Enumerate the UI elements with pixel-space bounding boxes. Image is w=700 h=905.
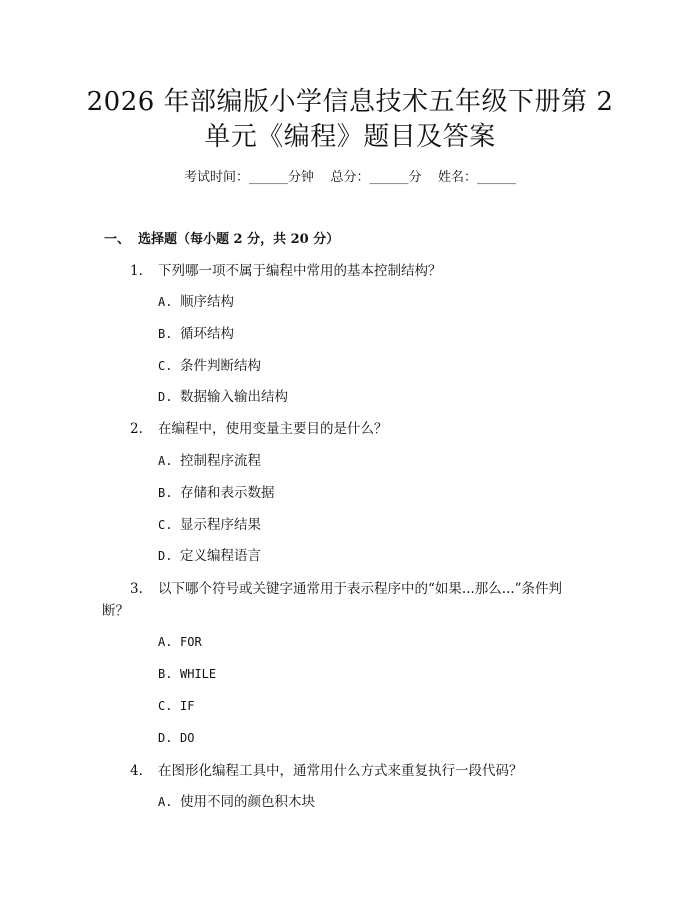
question-3 xyxy=(130,578,610,600)
option-1d xyxy=(158,387,288,407)
option-text: 条件判断结构 xyxy=(180,358,261,374)
document-title-line-1: 2026 年部编版小学信息技术五年级下册第 2 xyxy=(86,87,614,117)
option-label: B. xyxy=(158,667,173,681)
option-text: 存储和表示数据 xyxy=(180,485,275,501)
option-1c xyxy=(158,356,261,376)
option-label: A. xyxy=(158,295,173,309)
option-2b xyxy=(158,483,275,503)
option-text: 使用不同的颜色积木块 xyxy=(180,794,315,810)
option-3b xyxy=(158,664,216,684)
question-3-continuation xyxy=(102,600,610,622)
option-2c xyxy=(158,515,261,535)
option-text: 循环结构 xyxy=(180,326,234,342)
question-text: 在编程中，使用变量主要目的是什么？ xyxy=(158,421,388,437)
question-number: 2. xyxy=(130,421,143,437)
option-1a xyxy=(158,292,234,312)
question-text-line-2: 断？ xyxy=(102,603,129,619)
option-3d xyxy=(158,728,194,748)
option-text: 定义编程语言 xyxy=(180,548,261,564)
option-text: IF xyxy=(180,699,195,713)
question-2 xyxy=(130,418,610,440)
question-number: 3. xyxy=(130,581,143,597)
option-text: 控制程序流程 xyxy=(180,453,261,469)
option-2d xyxy=(158,546,261,566)
option-text: DO xyxy=(180,731,195,745)
option-label: B. xyxy=(158,486,173,500)
option-label: A. xyxy=(158,635,173,649)
option-text: 显示程序结果 xyxy=(180,517,261,533)
option-label: B. xyxy=(158,327,173,341)
section-title: 选择题（每小题 2 分，共 20 分） xyxy=(138,232,340,247)
question-text: 在图形化编程工具中，通常用什么方式来重复执行一段代码？ xyxy=(158,763,523,779)
exam-info-line: 考试时间：______分钟 总分：______分 姓名：______ xyxy=(183,170,517,185)
option-3a xyxy=(158,632,202,652)
option-label: A. xyxy=(158,795,173,809)
section-number: 一、 xyxy=(104,232,131,247)
option-text: WHILE xyxy=(180,667,217,681)
question-number: 4. xyxy=(130,763,143,779)
option-text: FOR xyxy=(180,635,202,649)
question-4 xyxy=(130,760,610,782)
option-label: A. xyxy=(158,454,173,468)
option-label: D. xyxy=(158,390,173,404)
question-text: 下列哪一项不属于编程中常用的基本控制结构？ xyxy=(158,263,442,279)
question-text-line-1: 以下哪个符号或关键字通常用于表示程序中的“如果...那么...”条件判 xyxy=(158,581,563,597)
document-title-line-2: 单元《编程》题目及答案 xyxy=(204,122,496,152)
option-1b xyxy=(158,324,234,344)
option-label: C. xyxy=(158,359,173,373)
option-label: D. xyxy=(158,549,173,563)
option-label: D. xyxy=(158,731,173,745)
option-2a xyxy=(158,451,261,471)
section-heading xyxy=(104,230,339,250)
option-text: 数据输入输出结构 xyxy=(180,389,288,405)
option-text: 顺序结构 xyxy=(180,294,234,310)
question-number: 1. xyxy=(130,263,143,279)
question-1 xyxy=(130,260,610,282)
option-3c xyxy=(158,696,194,716)
option-4a xyxy=(158,792,315,812)
option-label: C. xyxy=(158,699,173,713)
option-label: C. xyxy=(158,518,173,532)
